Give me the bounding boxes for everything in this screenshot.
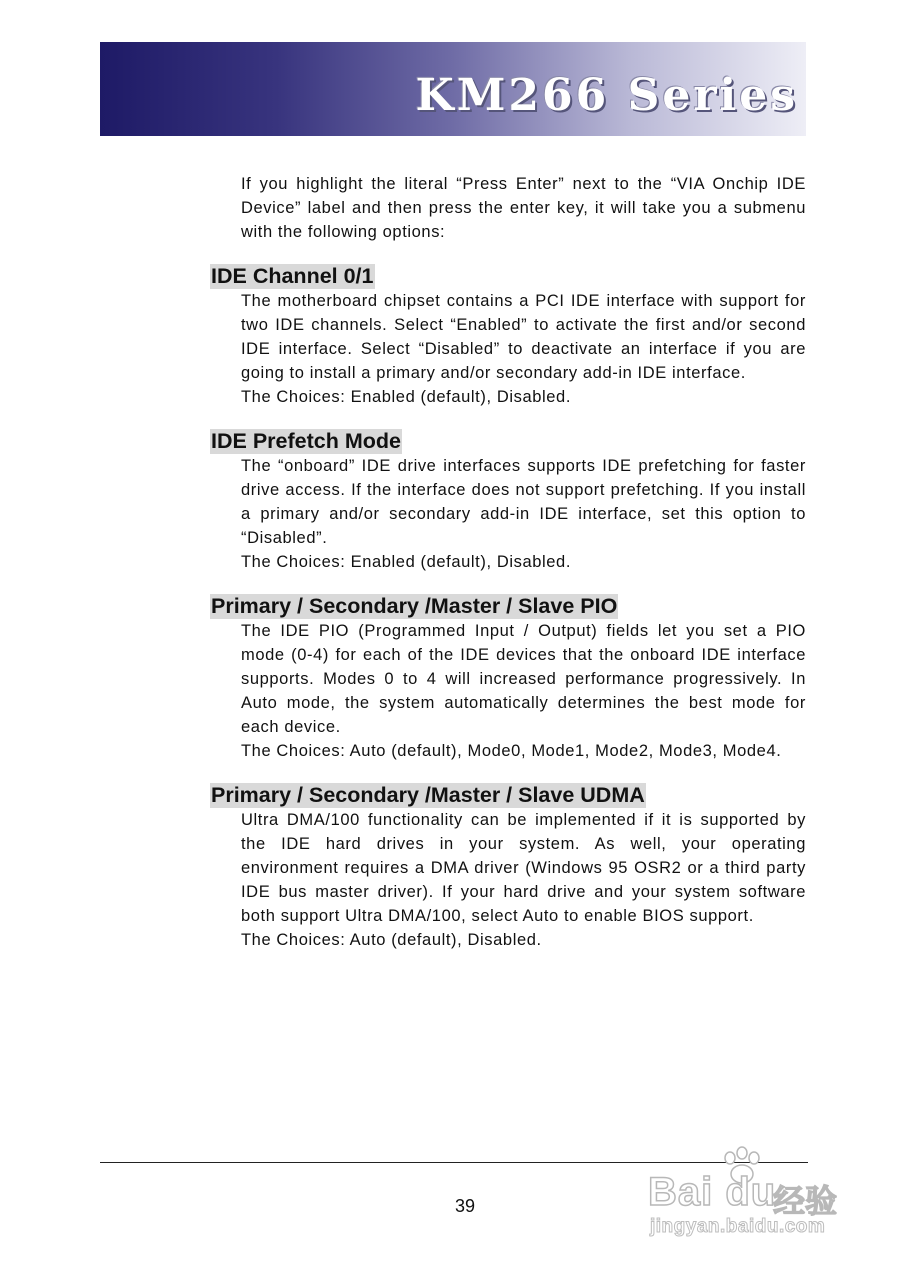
section-choices: The Choices: Enabled (default), Disabled. [241,388,572,406]
section-body: The “onboard” IDE drive interfaces supports IDE prefetching for faster drive access. If the interface does not support prefetching. If you install a primary and/or secondary add-in IDE interface, set this option to “Disabled”. [241,457,806,547]
section-choices: The Choices: Auto (default), Mode0, Mode1, Mode2, Mode3, Mode4. [241,742,782,760]
section-heading: Primary / Secondary /Master / Slave PIO [211,594,618,618]
section-body: The IDE PIO (Programmed Input / Output) fields let you set a PIO mode (0-4) for each of the IDE devices that the onboard IDE interface supports. Modes 0 to 4 will increased performance progressively. In Auto mode, the system automatically determines the best mode for each device. [241,622,806,736]
section-body: The motherboard chipset contains a PCI IDE interface with support for two IDE channels. Select “Enabled” to activate the first and/or second IDE interface. Select “Disabled” to deactivate an interface if you are going to install a primary and/or secondary add-in IDE interface. [241,292,806,382]
section-heading: IDE Prefetch Mode [211,429,401,453]
section-pio [210,594,806,763]
watermark-logo: Bai du [648,1170,777,1214]
section-choices: The Choices: Enabled (default), Disabled. [241,553,572,571]
header-title: KM266 Series [415,70,798,121]
section-heading: IDE Channel 0/1 [211,264,374,288]
section-ide-prefetch [210,429,806,574]
section-udma [210,783,806,952]
header-banner [100,42,806,136]
section-heading: Primary / Secondary /Master / Slave UDMA [211,783,645,807]
watermark-cn-text: 经验 [773,1183,838,1219]
section-ide-channel [210,264,806,409]
watermark-url: jingyan.baidu.com [650,1216,826,1237]
intro-paragraph: If you highlight the literal “Press Enter” next to the “VIA Onchip IDE Device” label and then press the enter key, it will take you a submenu with the following options: [241,175,806,241]
page-content [210,172,806,952]
page-number: 39 [454,1196,476,1216]
section-body: Ultra DMA/100 functionality can be implemented if it is supported by the IDE hard drives in your system. As well, your operating environment requires a DMA driver (Windows 95 OSR2 or a third party IDE bus master driver). If your hard drive and your system software both support Ultra DMA/100, select Auto to enable BIOS support. [241,811,806,925]
section-choices: The Choices: Auto (default), Disabled. [241,931,542,949]
baidu-watermark [648,1146,888,1246]
